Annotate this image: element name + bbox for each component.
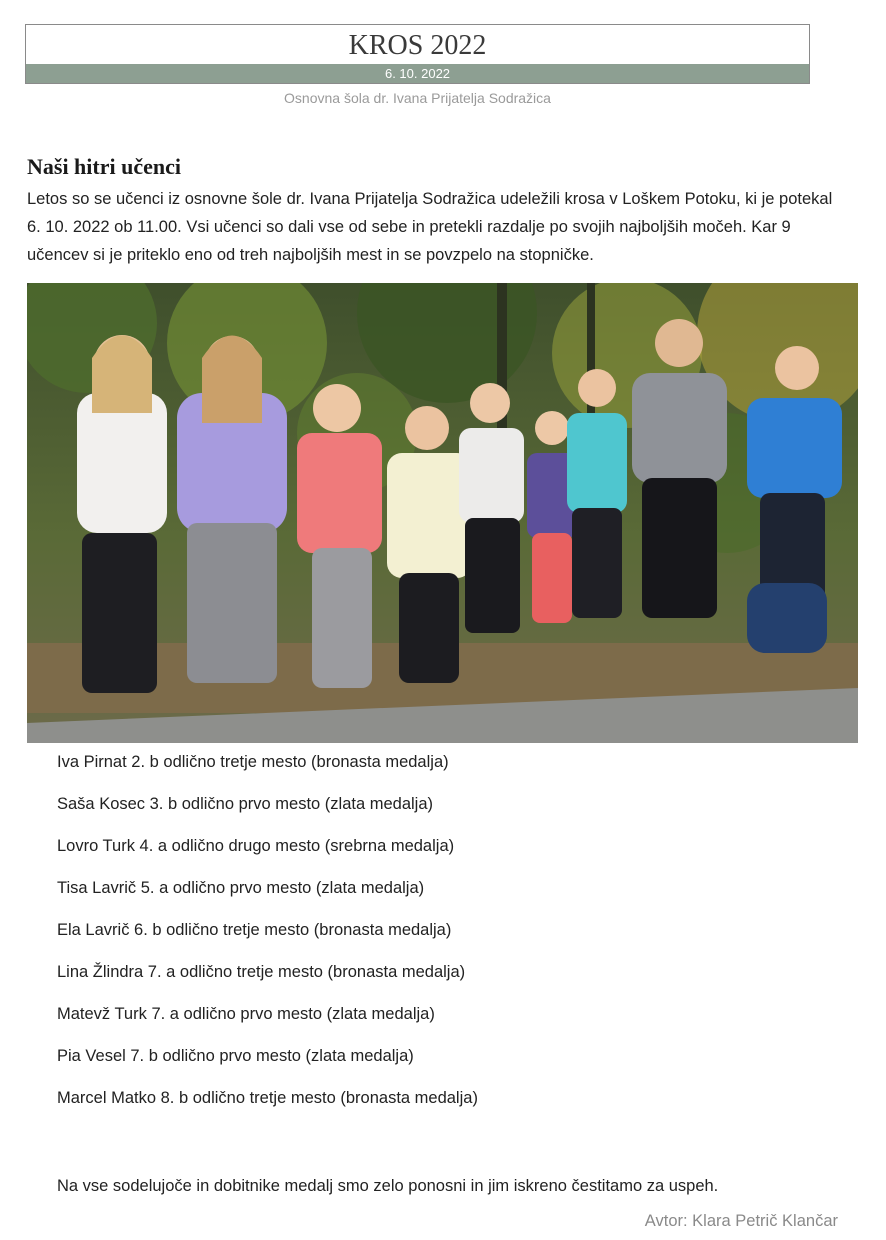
masthead [25,24,810,84]
page-title: KROS 2022 [348,30,487,61]
list-item: Pia Vesel 7. b odlično prvo mesto (zlata medalja) [57,1047,414,1065]
group-photo [27,283,858,743]
closing-text: Na vse sodelujoče in dobitnike medalj smo zelo ponosni in jim iskreno čestitamo za uspeh. [57,1177,719,1195]
list-item: Iva Pirnat 2. b odlično tretje mesto (bronasta medalja) [57,753,449,771]
list-item: Lovro Turk 4. a odlično drugo mesto (srebrna medalja) [57,837,455,855]
list-item: Saša Kosec 3. b odlično prvo mesto (zlata medalja) [57,795,434,813]
list-item: Tisa Lavrič 5. a odlično prvo mesto (zlata medalja) [57,879,425,897]
author-credit: Avtor: Klara Petrič Klančar [644,1212,838,1230]
list-item: Marcel Matko 8. b odlično tretje mesto (bronasta medalja) [57,1089,478,1107]
list-item: Lina Žlindra 7. a odlično tretje mesto (bronasta medalja) [57,963,466,981]
school-name: Osnovna šola dr. Ivana Prijatelja Sodražica [284,90,551,106]
results-list [57,750,478,1128]
list-item: Ela Lavrič 6. b odlično tretje mesto (bronasta medalja) [57,921,452,939]
date-bar: 6. 10. 2022 [26,64,809,83]
list-item: Matevž Turk 7. a odlično prvo mesto (zlata medalja) [57,1005,435,1023]
article-heading: Naši hitri učenci [27,154,181,179]
article-intro: Letos so se učenci iz osnovne šole dr. Ivana Prijatelja Sodražica udeležili krosa v Loškem Potoku, ki je potekal 6. 10. 2022 ob 11.00. Vsi učenci so dali vse od sebe in pretekli razdalje po svojih najboljših močeh. Kar 9 učencev si je priteklo eno od treh najboljših mest in se povzpelo na stopničke. [27,190,833,264]
